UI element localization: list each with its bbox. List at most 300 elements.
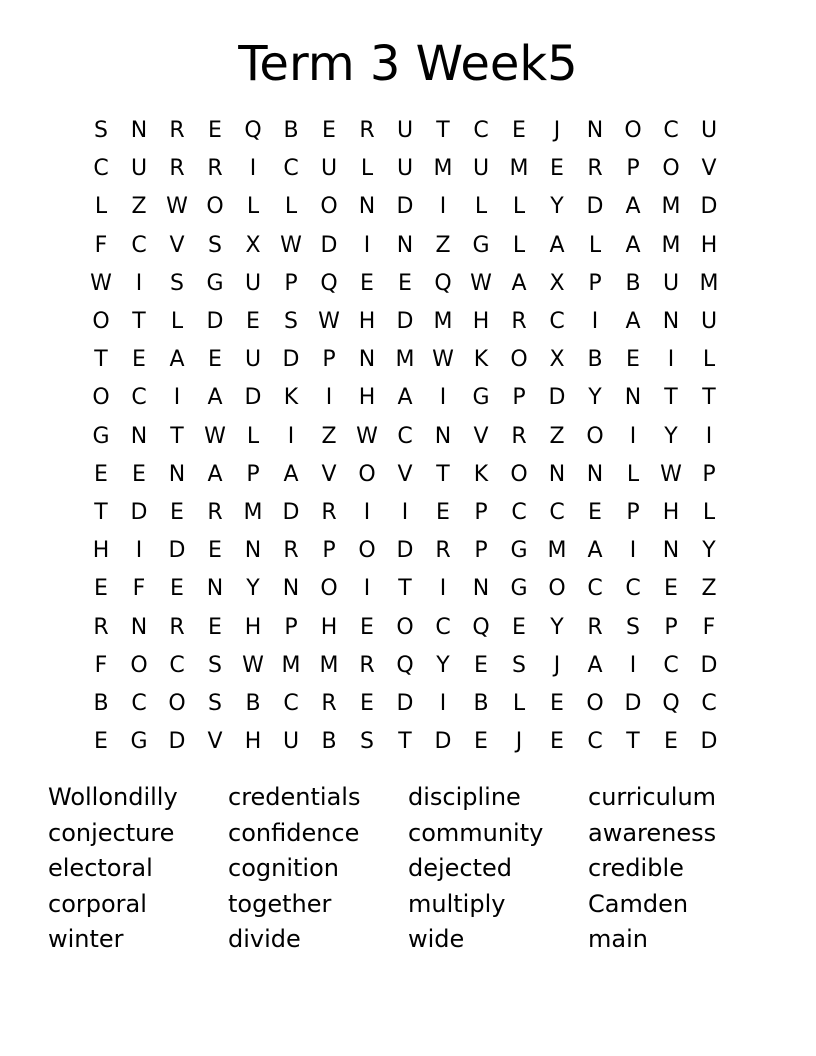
grid-letter: A — [625, 232, 641, 258]
grid-letter: M — [319, 652, 339, 678]
grid-letter: Y — [436, 652, 450, 678]
grid-letter: I — [439, 690, 447, 716]
grid-letter: S — [208, 232, 222, 258]
grid-letter: Z — [549, 423, 565, 449]
grid-letter: P — [588, 270, 602, 296]
grid-letter: I — [439, 194, 447, 220]
grid-letter: I — [401, 499, 409, 525]
grid-letter: S — [208, 690, 222, 716]
grid-letter: J — [553, 652, 561, 678]
grid-letter: E — [360, 690, 374, 716]
word-list-item: together — [228, 889, 332, 918]
grid-letter: V — [701, 156, 717, 182]
grid-letter: R — [435, 538, 451, 564]
grid-letter: U — [472, 156, 490, 182]
grid-letter: I — [135, 538, 143, 564]
grid-letter: Y — [664, 423, 678, 449]
grid-letter: E — [550, 729, 564, 755]
word-list-item: multiply — [408, 889, 506, 918]
grid-letter: W — [432, 347, 454, 373]
grid-letter: L — [512, 232, 526, 258]
grid-letter: T — [170, 423, 184, 449]
grid-letter: E — [94, 576, 108, 602]
grid-letter: D — [700, 729, 718, 755]
grid-letter: O — [586, 690, 604, 716]
grid-letter: U — [320, 156, 338, 182]
grid-letter: I — [591, 309, 599, 335]
grid-letter: P — [284, 270, 298, 296]
grid-letter: U — [244, 347, 262, 373]
grid-letter: I — [363, 576, 371, 602]
grid-letter: B — [93, 690, 109, 716]
grid-letter: N — [434, 423, 452, 449]
grid-letter: Z — [435, 232, 451, 258]
grid-letter: L — [246, 194, 260, 220]
grid-letter: P — [626, 499, 640, 525]
grid-letter: Q — [662, 690, 680, 716]
grid-letter: A — [625, 194, 641, 220]
grid-letter: E — [132, 461, 146, 487]
grid-letter: E — [550, 156, 564, 182]
grid-letter: A — [207, 385, 223, 411]
grid-letter: D — [434, 729, 452, 755]
grid-letter: O — [92, 309, 110, 335]
grid-letter: O — [130, 652, 148, 678]
grid-letter: N — [130, 118, 148, 144]
grid-letter: H — [700, 232, 718, 258]
grid-letter: I — [705, 423, 713, 449]
word-list-item: discipline — [408, 783, 521, 811]
grid-letter: L — [474, 194, 488, 220]
grid-letter: S — [170, 270, 184, 296]
grid-letter: R — [359, 118, 375, 144]
grid-letter: N — [358, 347, 376, 373]
grid-letter: E — [474, 729, 488, 755]
grid-letter: N — [586, 118, 604, 144]
grid-letter: I — [363, 232, 371, 258]
word-list-item: curriculum — [588, 783, 717, 811]
grid-letter: D — [168, 729, 186, 755]
grid-letter: O — [586, 423, 604, 449]
word-list-item: credible — [588, 854, 684, 882]
grid-letter: W — [356, 423, 378, 449]
grid-letter: R — [511, 309, 527, 335]
grid-letter: U — [130, 156, 148, 182]
word-list-item: divide — [228, 925, 301, 953]
grid-letter: G — [472, 232, 490, 258]
grid-letter: E — [132, 347, 146, 373]
grid-letter: N — [624, 385, 642, 411]
grid-letter: O — [624, 118, 642, 144]
grid-letter: R — [207, 156, 223, 182]
grid-letter: G — [510, 576, 528, 602]
grid-letter: E — [170, 576, 184, 602]
grid-letter: F — [94, 652, 108, 678]
grid-letter: L — [512, 194, 526, 220]
grid-letter: O — [320, 576, 338, 602]
grid-letter: M — [281, 652, 301, 678]
grid-letter: E — [588, 499, 602, 525]
grid-letter: T — [132, 309, 146, 335]
grid-letter: M — [699, 270, 719, 296]
grid-letter: M — [661, 232, 681, 258]
grid-letter: S — [512, 652, 526, 678]
grid-letter: B — [473, 690, 489, 716]
grid-letter: E — [664, 576, 678, 602]
grid-letter: D — [548, 385, 566, 411]
grid-letter: E — [664, 729, 678, 755]
grid-letter: E — [208, 118, 222, 144]
grid-letter: A — [587, 652, 603, 678]
grid-letter: G — [92, 423, 110, 449]
grid-letter: I — [439, 576, 447, 602]
word-list-item: wide — [408, 925, 465, 953]
grid-letter: C — [549, 309, 565, 335]
grid-letter: Q — [396, 652, 414, 678]
grid-letter: E — [512, 614, 526, 640]
grid-letter: E — [436, 499, 450, 525]
grid-letter: I — [667, 347, 675, 373]
grid-letter: M — [395, 347, 415, 373]
grid-letter: H — [244, 729, 262, 755]
grid-letter: C — [663, 652, 679, 678]
word-list-item: credentials — [228, 783, 361, 811]
grid-letter: B — [625, 270, 641, 296]
grid-letter: E — [474, 652, 488, 678]
grid-letter: G — [206, 270, 224, 296]
grid-letter: S — [626, 614, 640, 640]
word-list-item: main — [588, 925, 648, 953]
grid-letter: O — [168, 690, 186, 716]
grid-letter: G — [130, 729, 148, 755]
grid-letter: R — [169, 614, 185, 640]
grid-letter: P — [474, 499, 488, 525]
grid-letter: C — [131, 385, 147, 411]
grid-letter: E — [512, 118, 526, 144]
grid-letter: W — [166, 194, 188, 220]
grid-letter: E — [398, 270, 412, 296]
grid-letter: E — [246, 309, 260, 335]
grid-letter: O — [510, 461, 528, 487]
grid-letter: C — [93, 156, 109, 182]
grid-letter: C — [511, 499, 527, 525]
grid-letter: R — [169, 118, 185, 144]
word-list-item: community — [408, 818, 544, 847]
grid-letter: H — [472, 309, 490, 335]
grid-letter: U — [396, 118, 414, 144]
grid-letter: H — [358, 385, 376, 411]
grid-letter: D — [396, 690, 414, 716]
grid-letter: A — [169, 347, 185, 373]
grid-letter: H — [358, 309, 376, 335]
grid-letter: N — [396, 232, 414, 258]
grid-letter: R — [587, 614, 603, 640]
grid-letter: A — [207, 461, 223, 487]
word-list-item: electoral — [48, 854, 153, 882]
grid-letter: B — [245, 690, 261, 716]
grid-letter: A — [549, 232, 565, 258]
grid-letter: P — [512, 385, 526, 411]
grid-letter: H — [320, 614, 338, 640]
grid-letter: H — [92, 538, 110, 564]
grid-letter: D — [624, 690, 642, 716]
grid-letter: N — [472, 576, 490, 602]
grid-letter: U — [244, 270, 262, 296]
grid-letter: Q — [472, 614, 490, 640]
grid-letter: T — [702, 385, 716, 411]
grid-letter: L — [626, 461, 640, 487]
grid-letter: W — [242, 652, 264, 678]
grid-letter: I — [629, 423, 637, 449]
grid-letter: C — [131, 690, 147, 716]
grid-letter: I — [629, 538, 637, 564]
grid-letter: A — [283, 461, 299, 487]
grid-letter: C — [625, 576, 641, 602]
grid-letter: C — [587, 576, 603, 602]
grid-letter: L — [360, 156, 374, 182]
grid-letter: T — [398, 729, 412, 755]
grid-letter: Z — [701, 576, 717, 602]
grid-letter: T — [436, 461, 450, 487]
grid-letter: B — [283, 118, 299, 144]
grid-letter: N — [358, 194, 376, 220]
grid-letter: I — [287, 423, 295, 449]
grid-letter: I — [173, 385, 181, 411]
grid-letter: L — [284, 194, 298, 220]
grid-letter: V — [207, 729, 223, 755]
grid-letter: L — [702, 499, 716, 525]
grid-letter: M — [547, 538, 567, 564]
grid-letter: M — [433, 309, 453, 335]
grid-letter: E — [208, 614, 222, 640]
grid-letter: D — [700, 194, 718, 220]
grid-letter: C — [473, 118, 489, 144]
letter-grid — [82, 112, 728, 761]
grid-letter: R — [587, 156, 603, 182]
grid-letter: T — [436, 118, 450, 144]
grid-letter: M — [243, 499, 263, 525]
grid-letter: L — [512, 690, 526, 716]
grid-letter: U — [396, 156, 414, 182]
grid-letter: F — [94, 232, 108, 258]
grid-letter: D — [320, 232, 338, 258]
grid-letter: C — [283, 690, 299, 716]
grid-letter: F — [702, 614, 716, 640]
grid-letter: I — [439, 385, 447, 411]
grid-letter: I — [135, 270, 143, 296]
grid-letter: J — [553, 118, 561, 144]
grid-letter: N — [130, 614, 148, 640]
grid-letter: Q — [244, 118, 262, 144]
grid-letter: V — [169, 232, 185, 258]
grid-letter: E — [94, 461, 108, 487]
grid-letter: E — [626, 347, 640, 373]
grid-letter: D — [244, 385, 262, 411]
grid-letter: N — [662, 538, 680, 564]
grid-letter: R — [169, 156, 185, 182]
grid-letter: U — [700, 118, 718, 144]
grid-letter: S — [94, 118, 108, 144]
grid-letter: D — [396, 538, 414, 564]
grid-letter: C — [131, 232, 147, 258]
grid-letter: P — [664, 614, 678, 640]
grid-letter: L — [246, 423, 260, 449]
grid-letter: T — [398, 576, 412, 602]
grid-letter: E — [360, 614, 374, 640]
grid-letter: G — [472, 385, 490, 411]
grid-letter: V — [321, 461, 337, 487]
grid-letter: S — [208, 652, 222, 678]
grid-letter: R — [207, 499, 223, 525]
grid-letter: Z — [131, 194, 147, 220]
grid-letter: N — [244, 538, 262, 564]
grid-letter: W — [204, 423, 226, 449]
grid-letter: A — [587, 538, 603, 564]
grid-letter: S — [284, 309, 298, 335]
grid-letter: Y — [588, 385, 602, 411]
grid-letter: P — [474, 538, 488, 564]
word-list-item: winter — [48, 925, 124, 953]
grid-letter: C — [435, 614, 451, 640]
grid-letter: N — [586, 461, 604, 487]
word-list-item: dejected — [408, 854, 513, 882]
grid-letter: O — [396, 614, 414, 640]
grid-letter: V — [473, 423, 489, 449]
grid-letter: A — [625, 309, 641, 335]
word-list-item: conjecture — [48, 818, 175, 847]
grid-letter: D — [206, 309, 224, 335]
grid-letter: C — [283, 156, 299, 182]
grid-letter: O — [92, 385, 110, 411]
grid-letter: D — [700, 652, 718, 678]
grid-letter: K — [283, 385, 299, 411]
grid-letter: C — [701, 690, 717, 716]
grid-letter: H — [662, 499, 680, 525]
grid-letter: L — [170, 309, 184, 335]
grid-letter: U — [700, 309, 718, 335]
grid-letter: R — [321, 690, 337, 716]
word-list-item: awareness — [588, 818, 717, 847]
grid-letter: C — [549, 499, 565, 525]
grid-letter: E — [550, 690, 564, 716]
word-list-item: cognition — [228, 854, 339, 882]
grid-letter: D — [396, 309, 414, 335]
grid-letter: N — [206, 576, 224, 602]
grid-letter: U — [282, 729, 300, 755]
grid-letter: P — [246, 461, 260, 487]
grid-letter: O — [548, 576, 566, 602]
grid-letter: H — [244, 614, 262, 640]
grid-letter: P — [322, 538, 336, 564]
grid-letter: P — [322, 347, 336, 373]
grid-letter: T — [626, 729, 640, 755]
grid-letter: T — [94, 347, 108, 373]
grid-letter: O — [206, 194, 224, 220]
grid-letter: T — [94, 499, 108, 525]
grid-letter: P — [284, 614, 298, 640]
grid-letter: Y — [550, 614, 564, 640]
grid-letter: W — [90, 270, 112, 296]
grid-letter: N — [130, 423, 148, 449]
grid-letter: N — [168, 461, 186, 487]
grid-letter: C — [169, 652, 185, 678]
grid-letter: R — [321, 499, 337, 525]
grid-letter: I — [629, 652, 637, 678]
grid-letter: N — [548, 461, 566, 487]
word-list-item: confidence — [228, 818, 360, 847]
grid-letter: O — [358, 461, 376, 487]
grid-letter: W — [470, 270, 492, 296]
grid-letter: L — [94, 194, 108, 220]
grid-letter: Q — [320, 270, 338, 296]
grid-letter: F — [132, 576, 146, 602]
grid-letter: B — [587, 347, 603, 373]
grid-letter: O — [510, 347, 528, 373]
grid-letter: E — [322, 118, 336, 144]
grid-letter: R — [283, 538, 299, 564]
page-title: Term 3 Week5 — [238, 36, 578, 92]
grid-letter: W — [318, 309, 340, 335]
grid-letter: C — [397, 423, 413, 449]
grid-letter: E — [208, 538, 222, 564]
grid-letter: I — [249, 156, 257, 182]
grid-letter: N — [662, 309, 680, 335]
grid-letter: P — [702, 461, 716, 487]
grid-letter: E — [170, 499, 184, 525]
grid-letter: K — [473, 461, 489, 487]
grid-letter: D — [396, 194, 414, 220]
grid-letter: Z — [321, 423, 337, 449]
grid-letter: R — [93, 614, 109, 640]
grid-letter: E — [360, 270, 374, 296]
grid-letter: M — [509, 156, 529, 182]
grid-letter: J — [515, 729, 523, 755]
grid-letter: W — [280, 232, 302, 258]
grid-letter: X — [549, 270, 565, 296]
grid-letter: M — [661, 194, 681, 220]
grid-letter: Y — [550, 194, 564, 220]
grid-letter: X — [245, 232, 261, 258]
grid-letter: P — [626, 156, 640, 182]
word-list-item: Wollondilly — [48, 783, 178, 811]
grid-letter: O — [662, 156, 680, 182]
grid-letter: A — [511, 270, 527, 296]
grid-letter: R — [359, 652, 375, 678]
grid-letter: O — [320, 194, 338, 220]
grid-letter: D — [168, 538, 186, 564]
grid-letter: L — [702, 347, 716, 373]
grid-letter: K — [473, 347, 489, 373]
grid-letter: E — [208, 347, 222, 373]
word-list-item: Camden — [588, 889, 689, 918]
grid-letter: M — [433, 156, 453, 182]
grid-letter: B — [321, 729, 337, 755]
grid-letter: V — [397, 461, 413, 487]
word-list-item: corporal — [48, 889, 147, 918]
grid-letter: I — [363, 499, 371, 525]
grid-letter: E — [94, 729, 108, 755]
grid-letter: G — [510, 538, 528, 564]
grid-letter: D — [282, 499, 300, 525]
grid-letter: D — [130, 499, 148, 525]
grid-letter: U — [662, 270, 680, 296]
grid-letter: Y — [702, 538, 716, 564]
grid-letter: I — [325, 385, 333, 411]
grid-letter: T — [664, 385, 678, 411]
grid-letter: O — [358, 538, 376, 564]
grid-letter: Y — [246, 576, 260, 602]
grid-letter: X — [549, 347, 565, 373]
